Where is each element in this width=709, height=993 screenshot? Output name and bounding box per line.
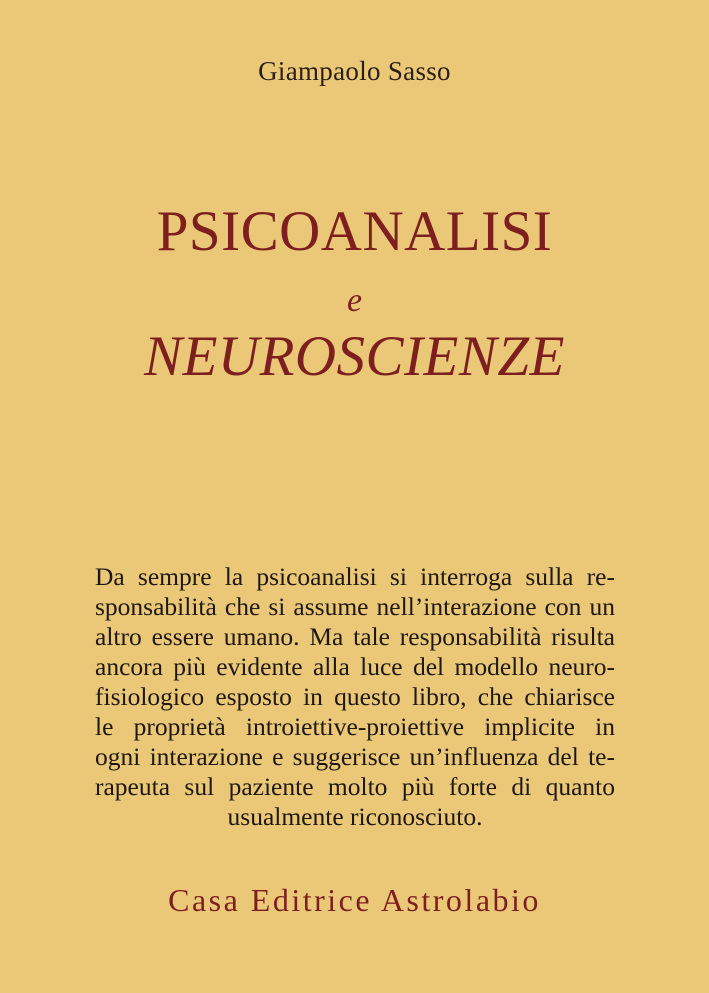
publisher-name: Casa Editrice Astrolabio [168,882,541,918]
author-name: Giampaolo Sasso [258,56,451,86]
book-title-conjunction: e [346,282,363,319]
blurb-line: usualmente riconosciuto. [227,802,483,831]
blurb-line: rapeuta sul paziente molto più forte di quanto [95,772,615,801]
blurb-line: sponsabilità che si assume nell’interazione con un [95,592,615,621]
blurb-line: altro essere umano. Ma tale responsabilità risulta [95,622,615,651]
book-title-main: PSICOANALISI [156,200,553,263]
blurb-line: le proprietà introiettive-proiettive implicite in [95,712,615,741]
blurb-line: fisiologico esposto in questo libro, che chiarisce [95,682,615,711]
book-title-sub: NEUROSCIENZE [144,325,565,388]
blurb-line: ogni interazione e suggerisce un’influenza del te- [95,742,615,771]
blurb-line: Da sempre la psicoanalisi si interroga sulla re- [95,562,615,591]
cover-blurb [95,562,615,832]
blurb-line: ancora più evidente alla luce del modello neuro- [95,652,615,681]
